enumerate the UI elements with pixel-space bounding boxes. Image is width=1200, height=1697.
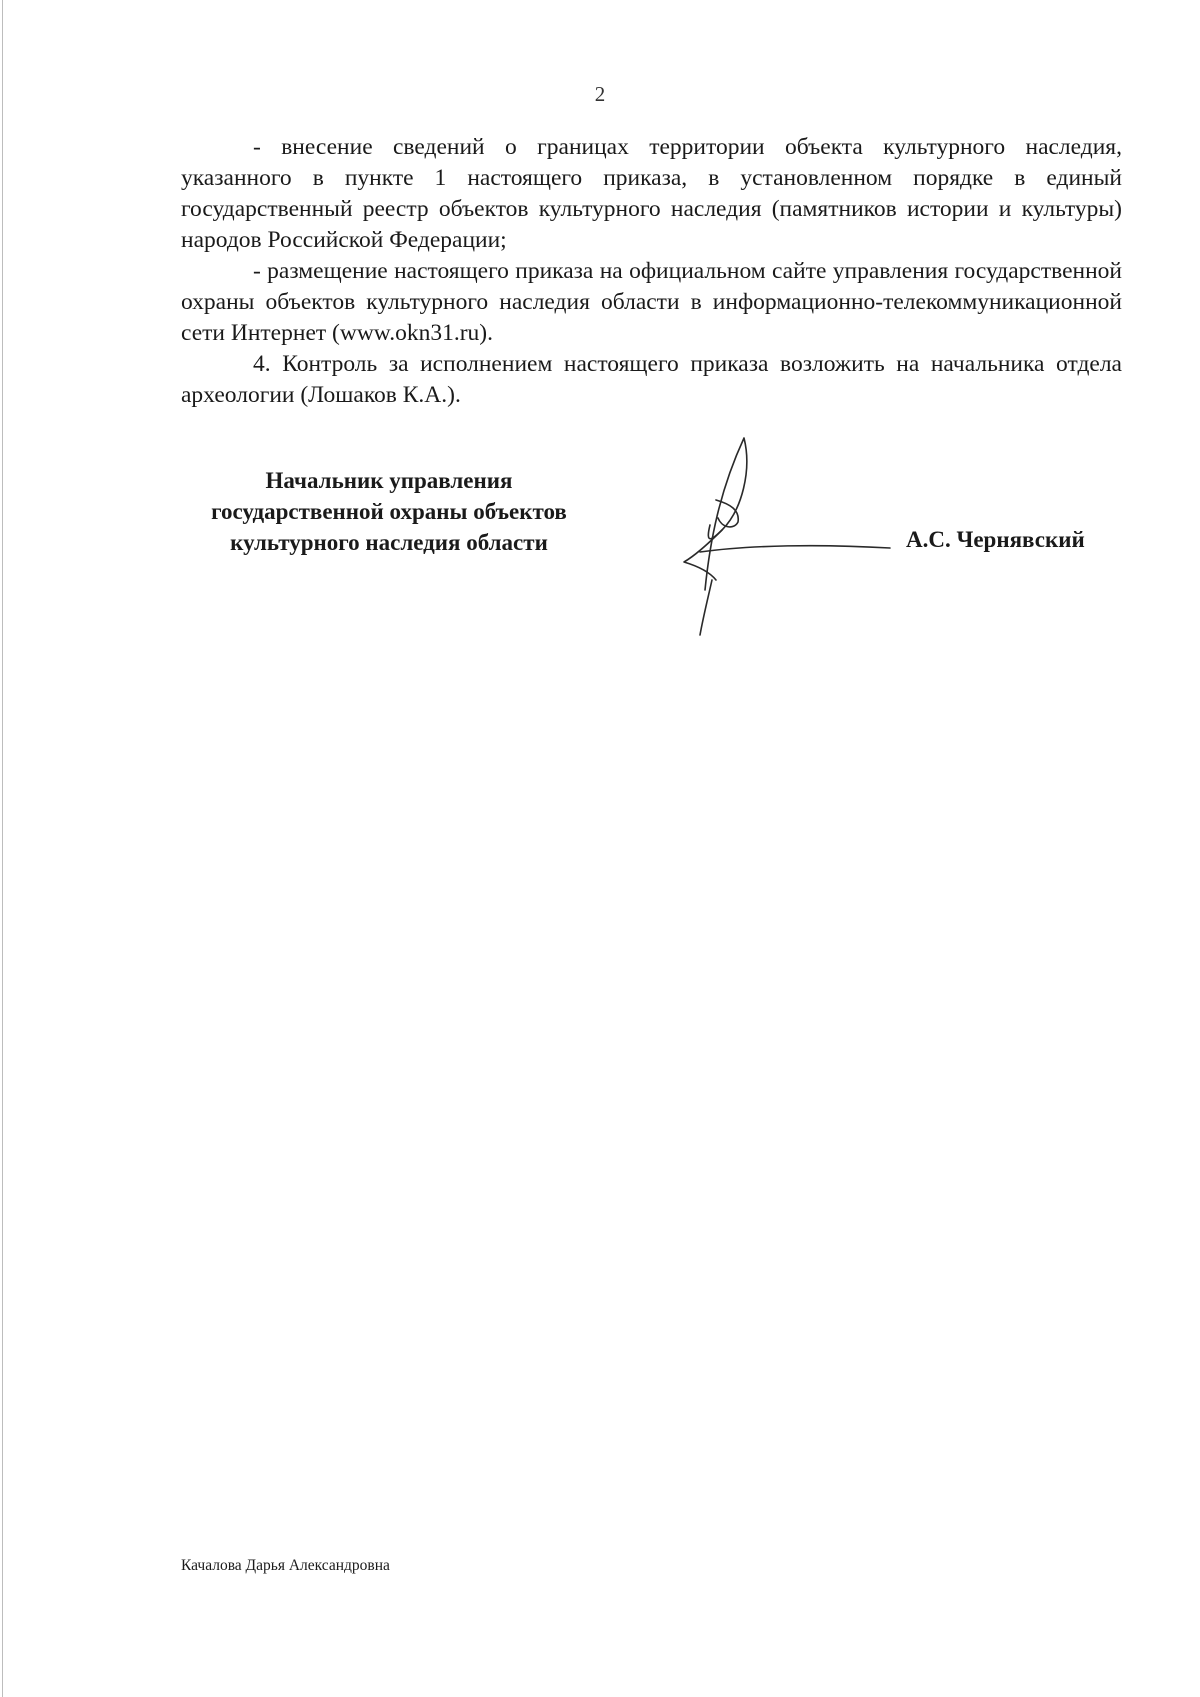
signatory-name: А.С. Чернявский: [906, 527, 1085, 552]
signatory-title-line-3: культурного наследия области: [230, 530, 548, 555]
executor-name: Качалова Дарья Александровна: [181, 1557, 390, 1574]
paragraph-control-clause: 4. Контроль за исполнением настоящего приказа возложить на начальника отдела археологии (Лошаков К.А.).: [181, 351, 1122, 408]
signatory-title-line-2: государственной охраны объектов: [211, 499, 567, 524]
signatory-title: [181, 465, 597, 558]
paragraph-website-publication: - размещение настоящего приказа на официальном сайте управления государственной охраны объектов культурного наследия области в информационно-телекоммуникационной сети Интернет (www.okn31.ru).: [181, 258, 1122, 346]
handwritten-signature: [660, 430, 900, 640]
page-edge-line: [2, 0, 3, 1697]
signatory-title-line-1: Начальник управления: [265, 468, 513, 493]
document-body: [181, 132, 1122, 411]
page-number: 2: [594, 82, 606, 106]
paragraph-registry-entry: - внесение сведений о границах территории объекта культурного наследия, указанного в пункте 1 настоящего приказа, в установленном порядке в единый государственный реестр объектов культурного наследия (памятников истории и культуры) народов Российской Федерации;: [181, 134, 1122, 253]
